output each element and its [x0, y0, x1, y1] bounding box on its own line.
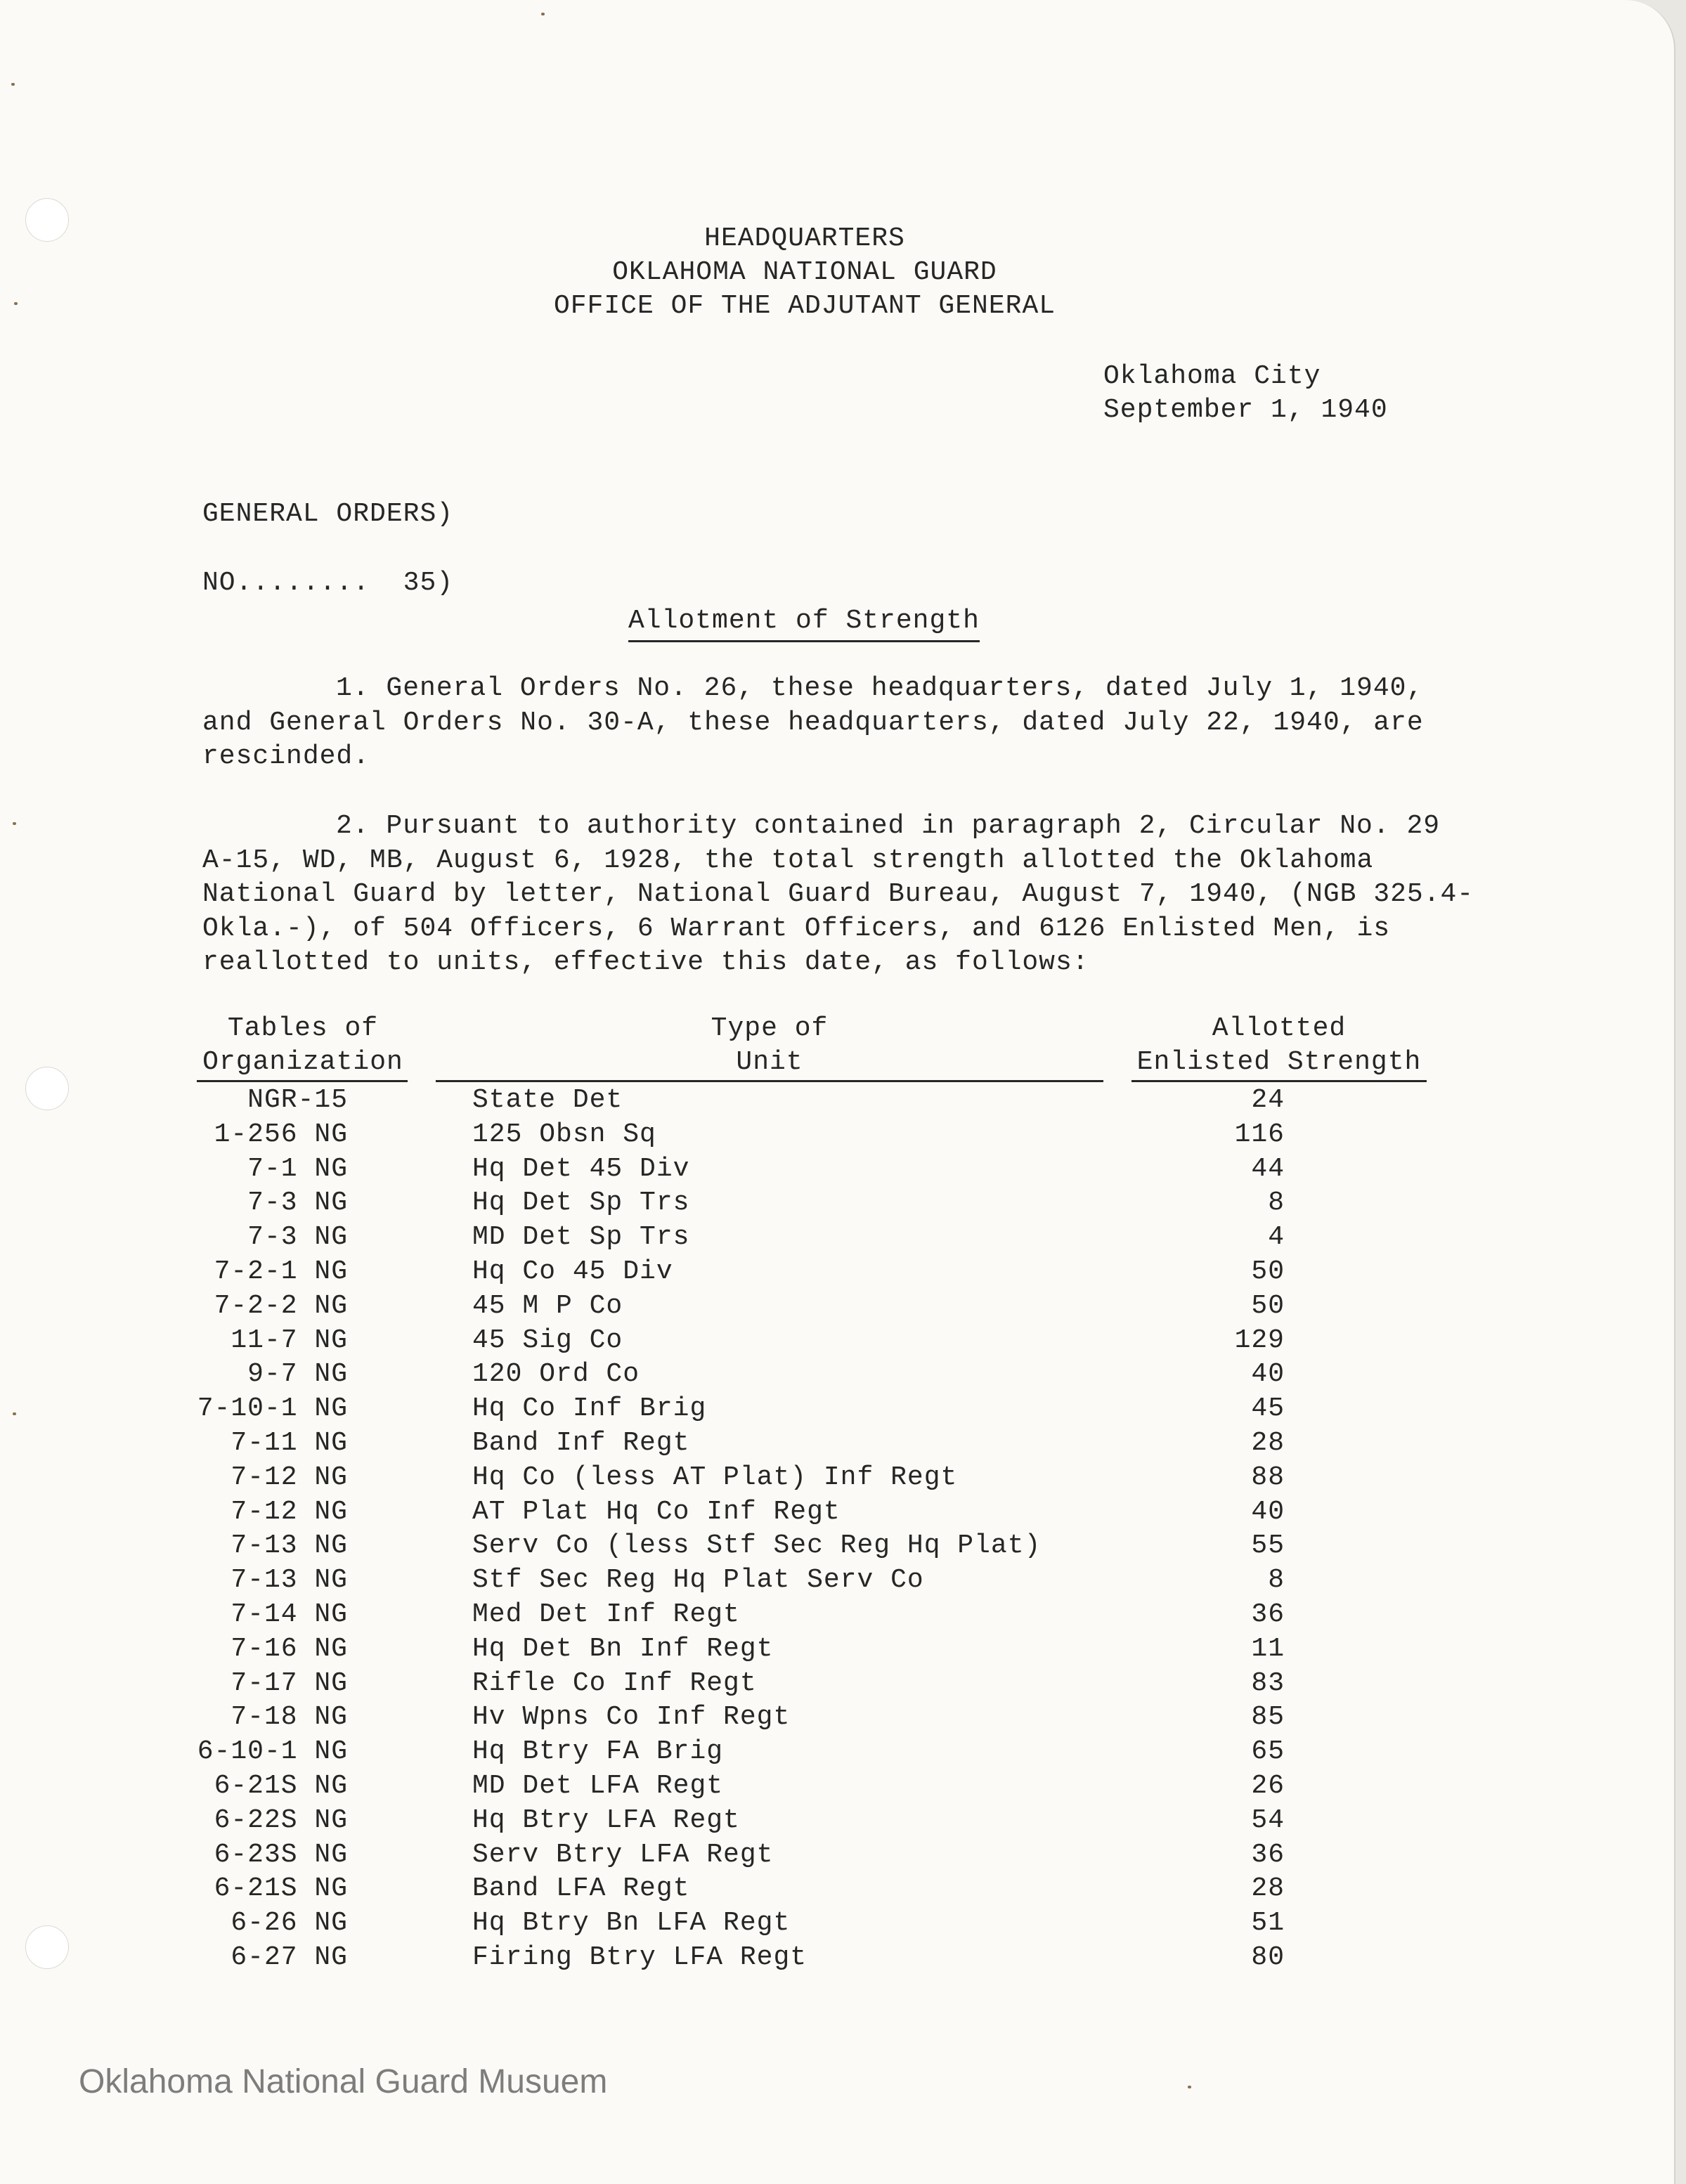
paper-speck: [1188, 2086, 1191, 2088]
allotment-table: [0, 1085, 1546, 1977]
cell-organization: 7-2-1 NG: [214, 1256, 348, 1287]
paragraph-2-text: 2. Pursuant to authority contained in paragraph 2, Circular No. 29 A-15, WD, MB, August 6, 1928, the total strength allotted the Oklahoma National Guard by letter, National Guard Bureau, August 7, 1940, (NGB 325.4-Okla.-), of 504 Officers, 6 Warrant Officers, and 6126 Enlisted Men, is reallotted to units, effective this date, as follows:: [202, 811, 1474, 977]
table-row: [0, 1873, 1546, 1908]
table-row: [0, 1325, 1546, 1360]
cell-unit-type: Band LFA Regt: [472, 1873, 690, 1904]
table-row: [0, 1805, 1546, 1840]
cell-unit-type: Rifle Co Inf Regt: [472, 1668, 757, 1698]
document-title: Allotment of Strength: [628, 606, 980, 642]
cell-strength: 40: [1251, 1496, 1285, 1527]
column-underline: [1131, 1080, 1427, 1082]
cell-unit-type: State Det: [472, 1085, 623, 1115]
cell-strength: 129: [1234, 1325, 1285, 1356]
table-row: [0, 1497, 1546, 1531]
table-row: [0, 1668, 1546, 1703]
cell-unit-type: Hq Btry FA Brig: [472, 1736, 724, 1767]
cell-strength: 4: [1268, 1222, 1285, 1253]
cell-unit-type: 125 Obsn Sq: [472, 1119, 656, 1150]
cell-strength: 8: [1268, 1188, 1285, 1218]
cell-organization: 6-21S NG: [214, 1873, 348, 1904]
table-row: [0, 1599, 1546, 1634]
cell-strength: 24: [1251, 1085, 1285, 1115]
general-orders-label: GENERAL ORDERS): [202, 499, 454, 529]
order-number: NO........ 35): [202, 568, 454, 598]
cell-unit-type: Hv Wpns Co Inf Regt: [472, 1702, 791, 1733]
cell-strength: 45: [1251, 1393, 1285, 1424]
cell-organization: 6-22S NG: [214, 1805, 348, 1835]
cell-strength: 28: [1251, 1873, 1285, 1904]
cell-organization: 6-23S NG: [214, 1839, 348, 1870]
cell-unit-type: Hq Co 45 Div: [472, 1256, 673, 1287]
cell-strength: 83: [1251, 1668, 1285, 1698]
cell-strength: 88: [1251, 1462, 1285, 1493]
cell-organization: 1-256 NG: [214, 1119, 348, 1150]
cell-unit-type: Hq Btry Bn LFA Regt: [472, 1908, 791, 1939]
table-row: [0, 1154, 1546, 1188]
cell-strength: 80: [1251, 1942, 1285, 1972]
cell-unit-type: 120 Ord Co: [472, 1359, 640, 1390]
cell-organization: 7-17 NG: [231, 1668, 348, 1698]
cell-organization: 7-14 NG: [231, 1599, 348, 1630]
cell-unit-type: MD Det Sp Trs: [472, 1222, 690, 1253]
paragraph-1: [202, 672, 1481, 774]
column-header-organization: [194, 1012, 412, 1079]
column-underline: [197, 1080, 408, 1082]
column-header-type-line1: Type of: [711, 1013, 829, 1044]
cell-unit-type: Hq Det Bn Inf Regt: [472, 1633, 774, 1664]
column-header-organization-line2: Organization: [202, 1047, 403, 1077]
cell-organization: 6-26 NG: [231, 1908, 348, 1939]
table-row: [0, 1188, 1546, 1222]
cell-unit-type: Firing Btry LFA Regt: [472, 1942, 808, 1972]
cell-strength: 36: [1251, 1599, 1285, 1630]
cell-strength: 51: [1251, 1908, 1285, 1939]
paper-speck: [541, 13, 545, 15]
cell-organization: 7-1 NG: [247, 1153, 348, 1184]
cell-unit-type: MD Det LFA Regt: [472, 1770, 724, 1801]
cell-unit-type: Hq Co (less AT Plat) Inf Regt: [472, 1462, 958, 1493]
table-row: [0, 1736, 1546, 1771]
cell-strength: 116: [1234, 1119, 1285, 1150]
table-row: [0, 1908, 1546, 1942]
table-row: [0, 1393, 1546, 1428]
table-row: [0, 1359, 1546, 1393]
table-row: [0, 1771, 1546, 1805]
cell-unit-type: Hq Det 45 Div: [472, 1153, 690, 1184]
cell-strength: 26: [1251, 1770, 1285, 1801]
table-row: [0, 1565, 1546, 1599]
cell-organization: 7-3 NG: [247, 1188, 348, 1218]
table-row: [0, 1462, 1546, 1497]
cell-organization: NGR-15: [247, 1085, 348, 1115]
cell-strength: 44: [1251, 1153, 1285, 1184]
column-underline: [436, 1080, 1103, 1082]
cell-strength: 40: [1251, 1359, 1285, 1390]
cell-organization: 11-7 NG: [231, 1325, 348, 1356]
table-row: [0, 1530, 1546, 1565]
cell-unit-type: Stf Sec Reg Hq Plat Serv Co: [472, 1565, 924, 1596]
cell-unit-type: 45 Sig Co: [472, 1325, 623, 1356]
cell-organization: 7-13 NG: [231, 1565, 348, 1596]
cell-strength: 8: [1268, 1565, 1285, 1596]
table-row: [0, 1702, 1546, 1736]
table-row: [0, 1119, 1546, 1154]
column-header-organization-line1: Tables of: [227, 1013, 379, 1044]
paper-speck: [11, 83, 15, 86]
cell-strength: 11: [1251, 1633, 1285, 1664]
cell-organization: 7-12 NG: [231, 1462, 348, 1493]
cell-organization: 6-21S NG: [214, 1770, 348, 1801]
cell-organization: 6-27 NG: [231, 1942, 348, 1972]
cell-unit-type: Hq Co Inf Brig: [472, 1393, 707, 1424]
column-header-type: [436, 1012, 1103, 1079]
table-row: [0, 1291, 1546, 1325]
cell-strength: 50: [1251, 1256, 1285, 1287]
table-row: [0, 1840, 1546, 1874]
cell-strength: 65: [1251, 1736, 1285, 1767]
table-row: [0, 1085, 1546, 1119]
table-row: [0, 1428, 1546, 1462]
cell-unit-type: AT Plat Hq Co Inf Regt: [472, 1496, 841, 1527]
cell-organization: 7-11 NG: [231, 1427, 348, 1458]
cell-organization: 7-18 NG: [231, 1702, 348, 1733]
table-row: [0, 1256, 1546, 1291]
header-line-2: OKLAHOMA NATIONAL GUARD: [612, 257, 997, 287]
column-header-strength-line1: Allotted: [1212, 1013, 1347, 1044]
museum-watermark: Oklahoma National Guard Musuem: [79, 2063, 608, 2100]
column-header-strength-line2: Enlisted Strength: [1136, 1047, 1422, 1077]
cell-unit-type: Band Inf Regt: [472, 1427, 690, 1458]
cell-strength: 28: [1251, 1427, 1285, 1458]
table-row: [0, 1222, 1546, 1256]
cell-unit-type: Hq Det Sp Trs: [472, 1188, 690, 1218]
city-line: Oklahoma City: [1103, 361, 1321, 391]
date-line: September 1, 1940: [1103, 395, 1388, 425]
paragraph-1-text: 1. General Orders No. 26, these headquarters, dated July 1, 1940, and General Orders No. 30-A, these headquarters, dated July 22, 1940, are rescinded.: [202, 673, 1424, 772]
cell-organization: 7-12 NG: [231, 1496, 348, 1527]
table-row: [0, 1634, 1546, 1668]
column-header-type-line2: Unit: [736, 1047, 803, 1077]
cell-unit-type: Serv Btry LFA Regt: [472, 1839, 774, 1870]
cell-organization: 7-16 NG: [231, 1633, 348, 1664]
cell-strength: 85: [1251, 1702, 1285, 1733]
cell-unit-type: Hq Btry LFA Regt: [472, 1805, 740, 1835]
cell-organization: 7-13 NG: [231, 1530, 348, 1561]
paper-speck: [13, 822, 16, 825]
cell-strength: 50: [1251, 1290, 1285, 1321]
header-line-1: HEADQUARTERS: [704, 223, 905, 254]
cell-unit-type: 45 M P Co: [472, 1290, 623, 1321]
cell-strength: 36: [1251, 1839, 1285, 1870]
cell-organization: 7-2-2 NG: [214, 1290, 348, 1321]
cell-unit-type: Med Det Inf Regt: [472, 1599, 740, 1630]
cell-organization: 9-7 NG: [247, 1359, 348, 1390]
paragraph-2: [202, 810, 1481, 980]
cell-strength: 54: [1251, 1805, 1285, 1835]
table-row: [0, 1942, 1546, 1977]
cell-unit-type: Serv Co (less Stf Sec Reg Hq Plat): [472, 1530, 1042, 1561]
cell-organization: 7-3 NG: [247, 1222, 348, 1253]
header-line-3: OFFICE OF THE ADJUTANT GENERAL: [553, 291, 1056, 321]
cell-strength: 55: [1251, 1530, 1285, 1561]
cell-organization: 7-10-1 NG: [197, 1393, 348, 1424]
column-header-strength: [1124, 1012, 1434, 1079]
cell-organization: 6-10-1 NG: [197, 1736, 348, 1767]
